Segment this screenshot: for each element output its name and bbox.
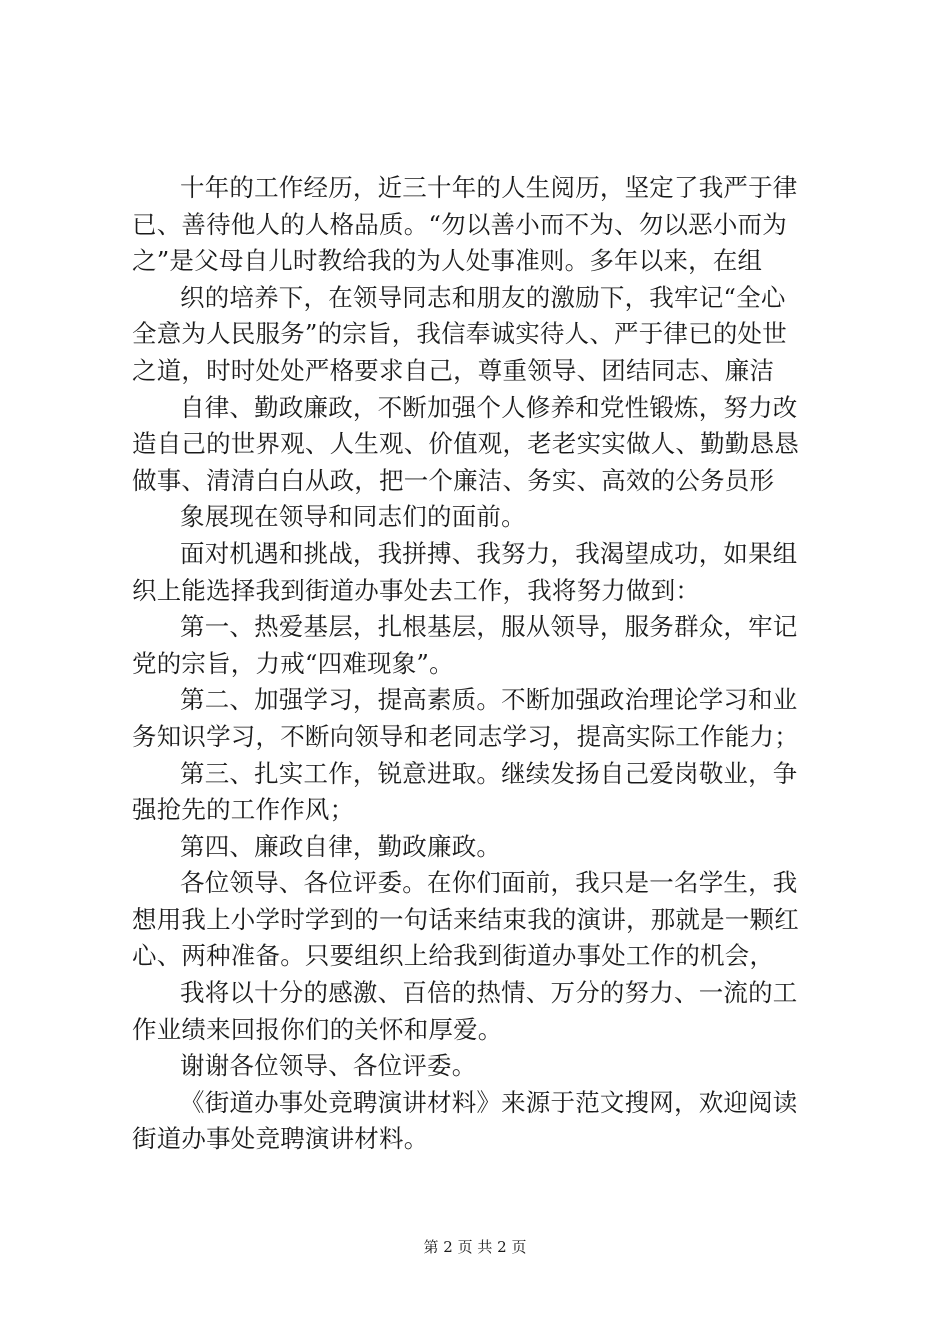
text-line: 街道办事处竞聘演讲材料。 xyxy=(132,1124,429,1154)
text-line: 谢谢各位领导、各位评委。 xyxy=(180,1051,477,1081)
document-body xyxy=(132,170,832,1158)
text-line: 织的培养下，在领导同志和朋友的激励下，我牢记“全心 xyxy=(180,282,786,312)
text-line: 第二、加强学习，提高素质。不断加强政治理论学习和业 xyxy=(180,685,798,715)
text-line: 自律、勤政廉政，不断加强个人修养和党性锻炼，努力改 xyxy=(180,392,798,422)
text-line: 强抢先的工作作风； xyxy=(132,795,355,825)
text-line: 第一、热爱基层，扎根基层，服从领导，服务群众，牢记 xyxy=(180,612,798,642)
text-line: 第三、扎实工作，锐意进取。继续发扬自己爱岗敬业，争 xyxy=(180,758,798,788)
text-line: 织上能选择我到街道办事处去工作，我将努力做到： xyxy=(132,575,701,605)
text-line: 之”是父母自儿时教给我的为人处事准则。多年以来，在组 xyxy=(132,246,763,276)
text-line: 《街道办事处竞聘演讲材料》来源于范文搜网，欢迎阅读 xyxy=(180,1087,798,1117)
text-line: 务知识学习，不断向领导和老同志学习，提高实际工作能力； xyxy=(132,721,799,751)
text-line: 各位领导、各位评委。在你们面前，我只是一名学生，我 xyxy=(180,868,798,898)
text-line: 作业绩来回报你们的关怀和厚爱。 xyxy=(132,1014,503,1044)
text-line: 做事、清清白白从政，把一个廉洁、务实、高效的公务员形 xyxy=(132,465,775,495)
text-line: 十年的工作经历，近三十年的人生阅历，坚定了我严于律 xyxy=(180,173,798,202)
text-line: 心、两种准备。只要组织上给我到街道办事处工作的机会， xyxy=(132,941,775,971)
text-line: 面对机遇和挑战，我拼搏、我努力，我渴望成功，如果组 xyxy=(180,538,798,568)
page-number-footer: 第 2 页 共 2 页 xyxy=(423,1238,527,1256)
text-line: 象展现在领导和同志们的面前。 xyxy=(180,502,526,532)
text-line: 已、善待他人的人格品质。“勿以善小而不为、勿以恶小而为 xyxy=(132,209,787,239)
text-line: 我将以十分的感激、百倍的热情、万分的努力、一流的工 xyxy=(180,978,798,1008)
text-line: 想用我上小学时学到的一句话来结束我的演讲，那就是一颗红 xyxy=(132,904,799,934)
text-line: 造自己的世界观、人生观、价值观，老老实实做人、勤勤恳恳 xyxy=(132,429,799,459)
text-line: 全意为人民服务”的宗旨，我信奉诚实待人、严于律已的处世 xyxy=(132,319,787,349)
text-line: 之道，时时处处严格要求自己，尊重领导、团结同志、廉洁 xyxy=(132,355,775,385)
text-line: 党的宗旨，力戒“四难现象”。 xyxy=(132,648,454,678)
text-line: 第四、廉政自律，勤政廉政。 xyxy=(180,831,502,861)
